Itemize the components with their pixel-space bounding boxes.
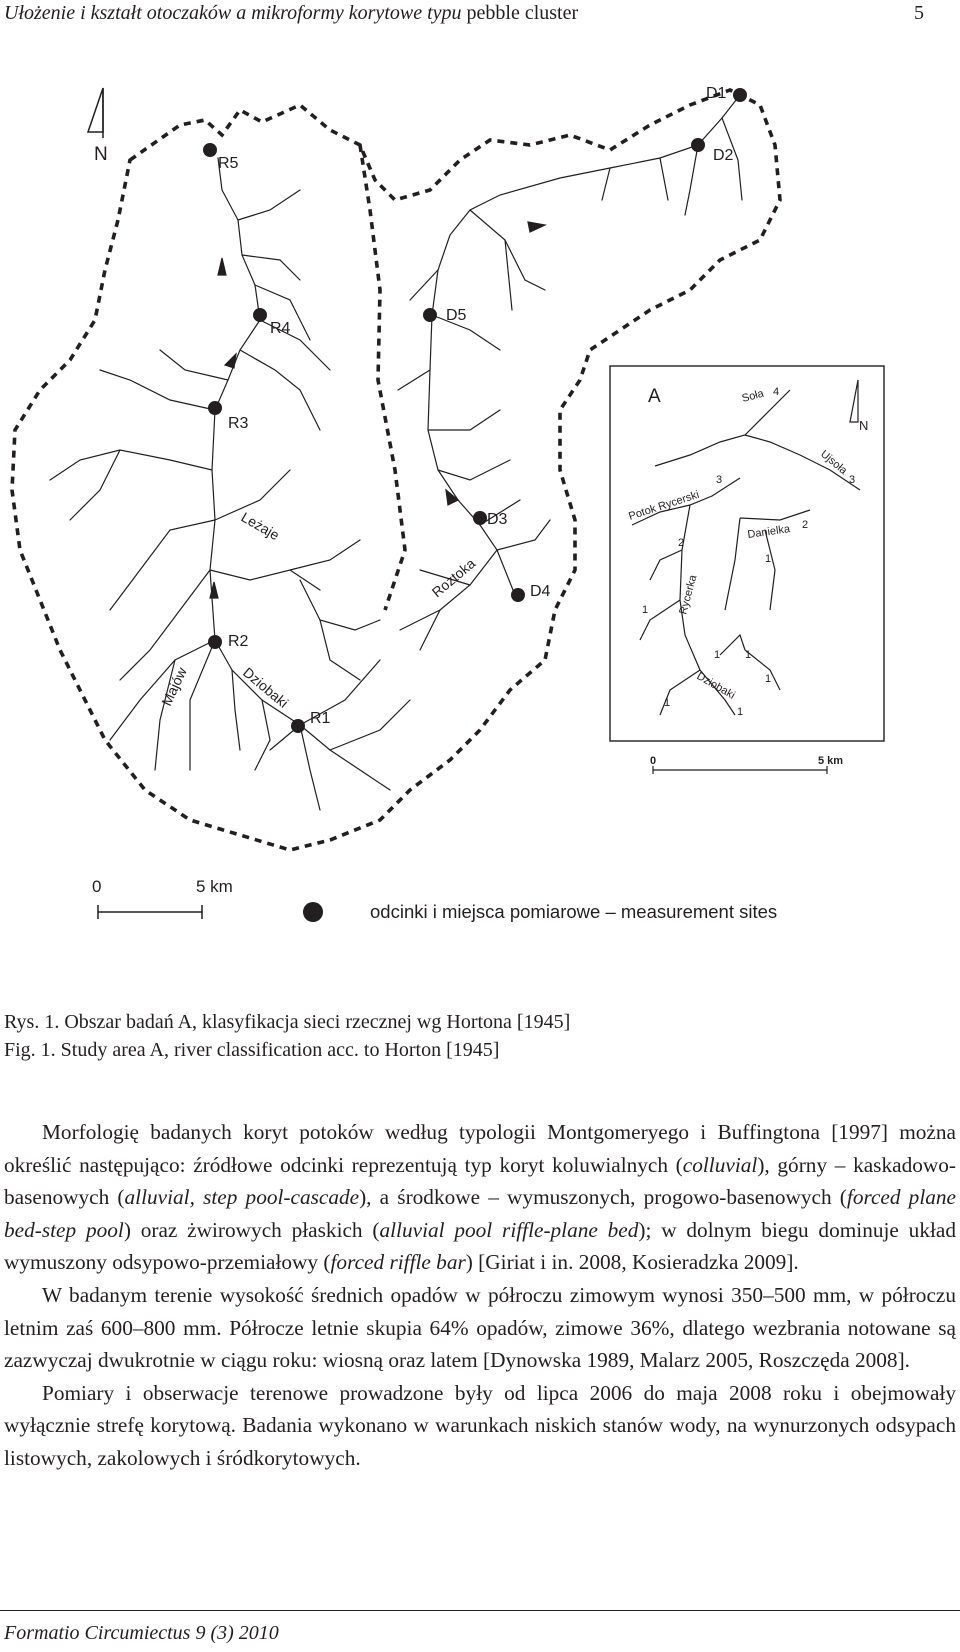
site-label: R4: [270, 320, 291, 337]
paragraph-text: ) oraz żwirowych płaskich (: [123, 1217, 380, 1242]
paragraph: W badanym terenie wysokość średnich opadów w półroczu zimowym wynosi 350–500 mm, w półroczu letnim zaś 600–800 mm. Półrocze letnie skupia 64% opadów, zimowe 36%, dlatego wezbrania notowane są zazwyczaj dwukrotnie w ciągu roku: wiosną oraz latem [Dynowska 1989, Malarz 2005, Roszczęda 2008].: [4, 1282, 956, 1373]
inset-scale-five: 5 km: [818, 755, 844, 767]
paragraph: [4, 1116, 956, 1279]
italic-term: colluvial: [682, 1152, 758, 1177]
caption-english: Fig. 1. Study area A, river classification acc. to Horton [1945]: [4, 1039, 500, 1061]
inset-river-danielka: Danielka: [746, 523, 791, 541]
site-label: R1: [310, 710, 331, 727]
running-header: [4, 0, 960, 30]
inset-map: [610, 366, 884, 774]
article-body: [4, 1116, 956, 1475]
site-label: D4: [530, 583, 551, 600]
stream-label-majow: Majów: [158, 664, 190, 709]
north-arrow: [88, 88, 108, 165]
site-marker: [253, 308, 267, 322]
paragraph-text: Morfologię badanych koryt potoków według typologii Montgomeryego i Buffingtona [1997] można określić następująco: źródłowe odcinki reprezentują typ koryt koluwialnych (: [4, 1120, 956, 1177]
inset-order-one: 1: [642, 604, 649, 616]
site-marker: [208, 401, 222, 415]
site-marker: [691, 138, 705, 152]
paragraph-text: ), górny – kaskadowo-basenowych (: [4, 1152, 956, 1210]
stream-label-lezaje: Leżaje: [238, 508, 283, 544]
inset-scale-zero: 0: [650, 755, 657, 767]
inset-order-one: 1: [737, 706, 744, 718]
inset-label: A: [648, 386, 661, 407]
italic-term: alluvial pool riffle-plane bed: [379, 1217, 639, 1242]
scale-five-label: 5 km: [196, 877, 233, 896]
study-area-map: [0, 50, 960, 980]
site-label: R5: [218, 155, 239, 172]
caption-polish: Rys. 1. Obszar badań A, klasyfikacja sieci rzecznej wg Hortona [1945]: [4, 1011, 571, 1033]
inset-order-ujsola: 3: [849, 474, 856, 486]
running-title-polish: Ułożenie i kształt otoczaków a mikroformy korytowe typu: [4, 2, 462, 24]
site-marker: [203, 143, 217, 157]
site-label: D1: [706, 85, 727, 102]
running-title-term: pebble cluster: [466, 2, 579, 24]
site-label: R3: [228, 415, 249, 432]
figure-caption: [4, 1008, 570, 1064]
inset-river-rycerka: Rycerka: [677, 573, 700, 616]
inset-order-rycerka: 2: [678, 537, 685, 549]
site-marker: [473, 511, 487, 525]
inset-river-potok: Potok Rycerski: [627, 488, 701, 523]
inset-order-one: 1: [765, 673, 772, 685]
inset-order-potok: 3: [716, 474, 723, 486]
inset-river-ujsola: Ujsoła: [818, 448, 850, 477]
site-label: D5: [446, 307, 467, 324]
legend-text: odcinki i miejsca pomiarowe – measurement sites: [370, 901, 778, 922]
italic-term: forced plane bed-step pool: [4, 1185, 956, 1242]
site-marker: [423, 308, 437, 322]
north-label: N: [94, 144, 108, 165]
italic-term: alluvial, step pool-cascade: [124, 1185, 360, 1210]
inset-order-sola: 4: [773, 386, 780, 398]
site-label: R2: [228, 633, 249, 650]
site-marker: [511, 588, 525, 602]
map-legend: [303, 901, 777, 922]
paragraph: Pomiary i obserwacje terenowe prowadzone były od lipca 2006 do maja 2008 roku i obejmowały wyłącznie strefę korytową. Badania wykonano w warunkach niskich stanów wody, na wynurzonych odsypach listowych, zakolowych i śródkorytowych.: [4, 1380, 956, 1470]
inset-order-danielka: 2: [802, 519, 809, 531]
site-marker: [291, 719, 305, 733]
inset-order-one: 1: [714, 649, 721, 661]
site-label: D3: [487, 511, 508, 528]
footer-divider: [0, 1610, 960, 1611]
legend-site-marker: [303, 902, 323, 922]
journal-footer: Formatio Circumiectus 9 (3) 2010: [4, 1622, 279, 1644]
inset-north-label: N: [859, 418, 869, 433]
inset-frame: [610, 366, 884, 741]
inset-river-dziobaki: Dziobaki: [694, 670, 738, 702]
inset-river-sola: Soła: [740, 387, 766, 405]
site-marker: [208, 635, 222, 649]
site-marker: [733, 88, 747, 102]
page-number: 5: [914, 2, 924, 24]
inset-order-one: 1: [745, 649, 752, 661]
site-label: D2: [713, 147, 734, 164]
stream-label-dziobaki: Dziobaki: [240, 664, 292, 711]
stream-labels: [158, 509, 478, 711]
paragraph-text: ), a środkowe – wymuszonych, progowo-basenowych (: [359, 1185, 847, 1210]
scale-zero-label: 0: [92, 877, 102, 896]
inset-order-one: 1: [664, 697, 671, 709]
paragraph-text: ); w dolnym biegu dominuje układ wymuszony odsypowo-przemiałowy (: [4, 1217, 956, 1275]
running-title: [4, 0, 578, 26]
inset-order-one: 1: [765, 553, 772, 565]
north-arrow-icon: [88, 88, 103, 132]
paragraph-text: ) [Giriat i in. 2008, Kosieradzka 2009].: [465, 1250, 799, 1275]
stream-label-roztoka: Roztoka: [428, 555, 479, 601]
map-scale-bar: [92, 877, 233, 919]
italic-term: forced riffle bar: [330, 1250, 466, 1275]
